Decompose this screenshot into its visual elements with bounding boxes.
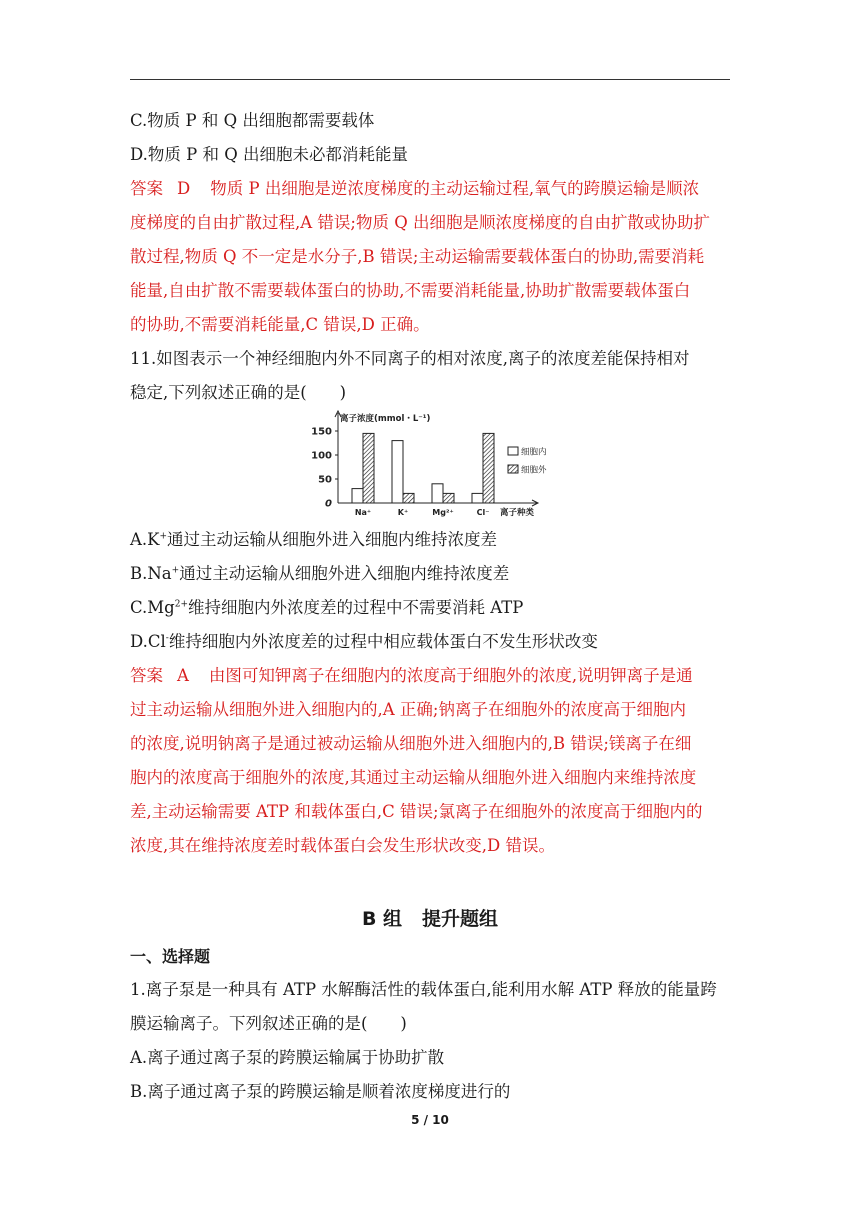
y-axis-label: 离子浓度(mmol・L⁻¹) [340, 414, 431, 424]
ion-concentration-chart [300, 407, 590, 522]
chart-bars [352, 433, 494, 517]
legend-label: 细胞内 [521, 447, 547, 458]
bar-inside-2 [432, 484, 443, 503]
y-tick-label: 0 [325, 498, 332, 510]
y-tick-label: 50 [318, 474, 332, 486]
group-b-title [0, 904, 860, 931]
q11-answer-line-3: 的浓度,说明钠离子是通过被动运输从细胞外进入细胞内的,B 错误;镁离子在细 [130, 734, 692, 753]
group-name: 提升题组 [422, 908, 499, 930]
q10-answer-line-3: 散过程,物质 Q 不一定是水分子,B 错误;主动运输需要载体蛋白的协助,需要消耗 [130, 247, 705, 266]
q11-option-a [130, 528, 750, 552]
q10-option-d: D.物质 P 和 Q 出细胞未必都消耗能量 [130, 145, 408, 164]
option-prefix: C.Mg [130, 598, 175, 617]
bar-inside-3 [472, 493, 483, 503]
option-text: 维持细胞内外浓度差的过程中相应载体蛋白不发生形状改变 [168, 632, 598, 651]
ion-charge: + [159, 531, 168, 542]
q11-option-d [130, 630, 750, 654]
bar-outside-2 [443, 493, 454, 503]
q11-answer-line-6: 浓度,其在维持浓度差时载体蛋白会发生形状改变,D 错误。 [130, 836, 555, 855]
bar-outside-1 [403, 493, 414, 503]
q11-stem-line-2: 稳定,下列叙述正确的是( ) [130, 383, 347, 402]
chart-axes [311, 411, 538, 518]
answer-label: 答案 [130, 666, 163, 685]
q10-answer-line-4: 能量,自由扩散不需要载体蛋白的协助,不需要消耗能量,协助扩散需要载体蛋白 [130, 281, 691, 300]
q10-answer-line-2: 度梯度的自由扩散过程,A 错误;物质 Q 出细胞是顺浓度梯度的自由扩散或协助扩 [130, 213, 710, 232]
x-axis-label: 离子种类 [499, 508, 534, 518]
q11-option-c [130, 596, 750, 620]
b-q1-stem-line-2: 膜运输离子。下列叙述正确的是( ) [130, 1014, 407, 1033]
ion-charge: 2+ [174, 599, 189, 610]
option-prefix: B.Na [130, 564, 172, 583]
legend-swatch [508, 447, 518, 455]
q11-answer-line-1 [130, 664, 750, 688]
q11-answer-line-4: 胞内的浓度高于细胞外的浓度,其通过主动运输从细胞外进入细胞内来维持浓度 [130, 768, 697, 787]
q11-stem-line-1: 11.如图表示一个神经细胞内外不同离子的相对浓度,离子的浓度差能保持相对 [130, 349, 690, 368]
answer-label: 答案 [130, 179, 163, 198]
y-tick-label: 150 [311, 426, 332, 438]
y-tick-label: 100 [311, 450, 332, 462]
q10-answer-line-5: 的协助,不需要消耗能量,C 错误,D 正确。 [130, 315, 430, 334]
x-tick-label: Na⁺ [354, 508, 372, 517]
option-prefix: D.Cl [130, 632, 166, 651]
ion-charge: + [171, 565, 180, 576]
x-tick-label: Mg²⁺ [432, 508, 454, 517]
section-heading: 一、选择题 [130, 947, 211, 966]
option-text: 通过主动运输从细胞外进入细胞内维持浓度差 [167, 530, 498, 549]
answer-key: A [177, 666, 189, 685]
q10-option-c: C.物质 P 和 Q 出细胞都需要载体 [130, 111, 375, 130]
q10-answer-line-1 [130, 177, 750, 201]
page-number: 5 / 10 [411, 1113, 449, 1127]
q11-answer-line-2: 过主动运输从细胞外进入细胞内的,A 正确;钠离子在细胞外的浓度高于细胞内 [130, 700, 686, 719]
q11-answer-line-5: 差,主动运输需要 ATP 和载体蛋白,C 错误;氯离子在细胞外的浓度高于细胞内的 [130, 802, 703, 821]
b-q1-stem-line-1: 1.离子泵是一种具有 ATP 水解酶活性的载体蛋白,能利用水解 ATP 释放的能量跨 [130, 980, 717, 999]
option-prefix: A.K [130, 530, 160, 549]
header-rule [130, 79, 730, 80]
b-q1-option-b: B.离子通过离子泵的跨膜运输是顺着浓度梯度进行的 [130, 1082, 511, 1101]
x-tick-label: K⁺ [397, 508, 409, 517]
answer-text: 由图可知钾离子在细胞内的浓度高于细胞外的浓度,说明钾离子是通 [208, 666, 693, 685]
bar-outside-3 [483, 433, 494, 503]
legend-swatch [508, 465, 518, 473]
option-text: 维持细胞内外浓度差的过程中不需要消耗 ATP [188, 598, 524, 617]
ion-charge: - [165, 633, 169, 644]
answer-text: 物质 P 出细胞是逆浓度梯度的主动运输过程,氧气的跨膜运输是顺浓 [210, 179, 700, 198]
chart-legend [508, 447, 547, 476]
bar-inside-1 [392, 441, 403, 503]
x-tick-label: Cl⁻ [476, 508, 490, 517]
option-text: 通过主动运输从细胞外进入细胞内维持浓度差 [179, 564, 510, 583]
bar-inside-0 [352, 489, 363, 503]
bar-outside-0 [363, 433, 374, 503]
b-q1-option-a: A.离子通过离子泵的跨膜运输属于协助扩散 [130, 1048, 445, 1067]
answer-key: D [177, 179, 191, 198]
legend-label: 细胞外 [521, 465, 547, 476]
group-label: B 组 [361, 908, 403, 930]
q11-option-b [130, 562, 750, 586]
